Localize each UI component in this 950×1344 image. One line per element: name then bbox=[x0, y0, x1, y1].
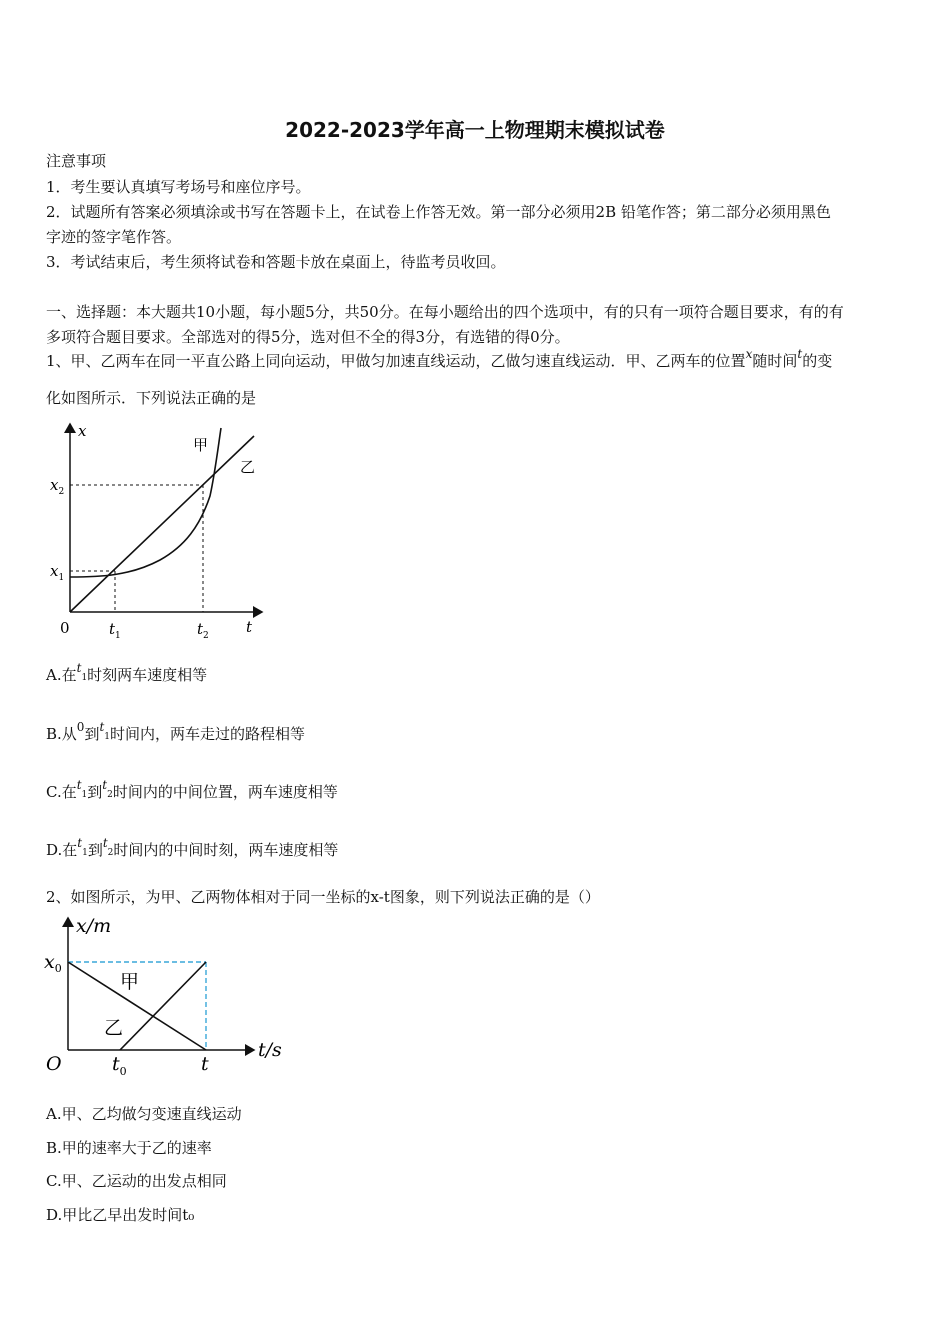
q1-axis-t-label: t bbox=[246, 618, 253, 636]
q1-axis-x-label: x bbox=[78, 422, 87, 440]
q2-axis-y-label: x/m bbox=[76, 915, 112, 937]
q1-option-c[interactable]: C.在$^t$1到$^t$2时间内的中间位置，两车速度相等 bbox=[46, 778, 338, 801]
q1-stem-line1 bbox=[46, 347, 833, 372]
section-instructions-2: 多项符合题目要求。全部选对的得5分，选对但不全的得3分，有选错的得0分。 bbox=[46, 328, 570, 346]
q1-xt-graph bbox=[40, 418, 280, 648]
q1-x1-label: $x_1$ bbox=[50, 562, 65, 583]
q2-t0-label: $t_0$ bbox=[112, 1053, 127, 1078]
q1-line-yi bbox=[70, 436, 254, 612]
q2-option-d[interactable]: D.甲比乙早出发时间t₀ bbox=[46, 1206, 195, 1224]
q1-x2-label: $x_2$ bbox=[50, 476, 65, 497]
q1-origin-label: 0 bbox=[60, 619, 70, 637]
q2-label-jia: 甲 bbox=[120, 971, 140, 993]
q2-option-c[interactable]: C.甲、乙运动的出发点相同 bbox=[46, 1172, 227, 1190]
q1-t2-label: $t_2$ bbox=[197, 620, 209, 641]
q1-stem-c: 的变 bbox=[802, 352, 833, 370]
section-instructions-1: 一、选择题：本大题共10小题，每小题5分，共50分。在每小题给出的四个选项中，有的只有一项符合题目要求，有的有 bbox=[46, 303, 844, 321]
q2-axis-x-label: t/s bbox=[258, 1039, 282, 1061]
q1-stem-b: 随时间 bbox=[752, 352, 798, 370]
notice-item-2a: 2．试题所有答案必须填涂或书写在答题卡上，在试卷上作答无效。第一部分必须用2B 铅笔作答；第二部分必须用黑色 bbox=[46, 203, 831, 221]
q2-stem: 2、如图所示，为甲、乙两物体相对于同一坐标的x-t图象，则下列说法正确的是（） bbox=[46, 888, 600, 906]
q2-origin-label: O bbox=[46, 1053, 62, 1075]
q1-var-x: x bbox=[745, 347, 753, 361]
q1-stem-line2: 化如图所示．下列说法正确的是 bbox=[46, 389, 257, 407]
notice-heading: 注意事项 bbox=[46, 152, 107, 170]
q1-label-yi: 乙 bbox=[240, 458, 256, 476]
q2-option-a[interactable]: A.甲、乙均做匀变速直线运动 bbox=[46, 1105, 242, 1123]
q2-label-yi: 乙 bbox=[104, 1017, 124, 1039]
q1-label-jia: 甲 bbox=[193, 436, 209, 454]
q1-t1-label: $t_1$ bbox=[109, 620, 121, 641]
q1-option-a[interactable]: A.在$^t$1时刻两车速度相等 bbox=[46, 661, 208, 684]
page-title: 2022-2023学年高一上物理期末模拟试卷 bbox=[285, 118, 665, 142]
notice-item-2b: 字迹的签字笔作答。 bbox=[46, 228, 182, 246]
notice-item-3: 3．考试结束后，考生须将试卷和答题卡放在桌面上，待监考员收回。 bbox=[46, 253, 506, 271]
q1-option-d[interactable]: D.在$^t$1到$^t$2时间内的中间时刻，两车速度相等 bbox=[46, 836, 339, 859]
q2-t-label: t bbox=[201, 1053, 209, 1075]
q2-option-b[interactable]: B.甲的速率大于乙的速率 bbox=[46, 1139, 212, 1157]
q2-x0-label: $x_0$ bbox=[44, 951, 62, 975]
q1-option-b[interactable]: B.从$^0$到$^t$1时间内，两车走过的路程相等 bbox=[46, 720, 306, 743]
q1-var-t: t bbox=[797, 347, 803, 361]
q2-xt-graph bbox=[40, 910, 290, 1080]
q1-stem-a: 1、甲、乙两车在同一平直公路上同向运动，甲做匀加速直线运动，乙做匀速直线运动．甲、乙两车的位置 bbox=[46, 352, 746, 370]
notice-item-1: 1．考生要认真填写考场号和座位序号。 bbox=[46, 178, 311, 196]
